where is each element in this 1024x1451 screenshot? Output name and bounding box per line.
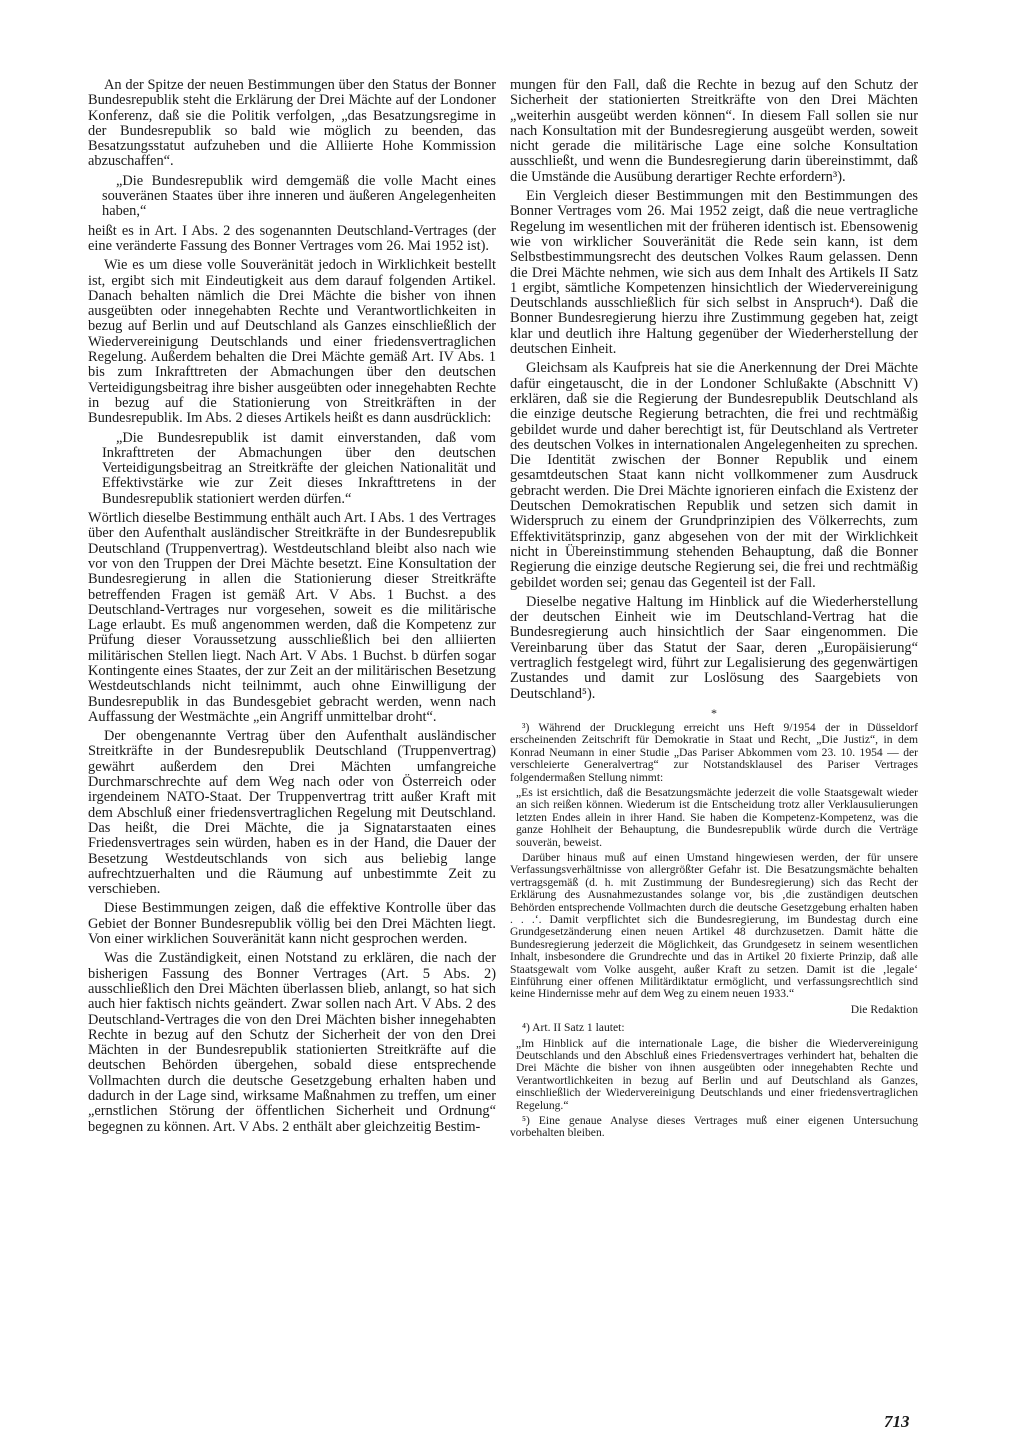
paragraph: heißt es in Art. I Abs. 2 des sogenannten Deutschland-Vertrages (der eine veränderte Fassung des Bonner Vertrages vom 26. Mai 1952 ist). [88, 222, 496, 254]
right-column [510, 78, 918, 1143]
paragraph: Wie es um diese volle Souveränität jedoch in Wirklichkeit bestellt ist, ergibt sich mit Eindeutigkeit aus dem darauf folgenden Artikel. Danach behalten nämlich die Drei Mächte die bisher von ihnen ausgeübten oder innegehabten Rechte und Verantwortlichkeiten in bezug auf Berlin und auf Deutschland als Ganzes einschließlich der Wiedervereinigung Deutschlands und einer friedensvertraglichen Regelung. Außerdem behalten die Drei Mächte gemäß Art. IV Abs. 1 bis zum Inkrafttreten der Abmachungen über den deutschen Verteidigungsbeitrag ihre bisher ausgeübten oder innegehabten Rechte in bezug auf die Stationierung von Streitkräften in der Bundesrepublik. Im Abs. 2 dieses Artikels heißt es dann ausdrücklich: [88, 257, 496, 427]
quotation: „Die Bundesrepublik ist damit einverstanden, daß vom Inkrafttreten der Abmachungen über den deutschen Verteidigungsbeitrag an Streitkräfte der gleichen Nationalität und Effektivstärke wie zur Zeit dieses Inkrafttretens in der Bundesrepublik stationiert werden dürfen.“ [102, 429, 496, 507]
footnote-separator: * [711, 705, 717, 720]
footnote-3: ³) Während der Drucklegung erreicht uns Heft 9/1954 der in Düsseldorf erscheinenden Zeitschrift für Demokratie in Staat und Recht, „Die Justiz“, in dem Konrad Neumann in einer Studie „Das Pariser Abkommen vom 23. 10. 1954 — der verschleierte Generalvertrag“ zur Notstandsklausel des Pariser Vertrages folgendermaßen Stellung nimmt: [510, 720, 918, 784]
paragraph: mungen für den Fall, daß die Rechte in bezug auf den Schutz der Sicherheit der stationierten Streitkräfte von den Drei Mächten „weiterhin ausgeübt werden können“. In diesem Fall sollen sie nur nach Konsultation mit der Bundesregierung ausgeübt werden, soweit nicht gerade die militärische Lage eine solche Konsultation ausschließt, und wenn die Bundesregierung darin übereinstimmt, daß die Umstände die Ausübung derartiger Rechte erfordern³). [510, 77, 918, 185]
footnote-3-quote: „Es ist ersichtlich, daß die Besatzungsmächte jederzeit die volle Staatsgewalt wieder an sich reißen können. Wiederum ist die Entscheidung trotz aller Verklausulierungen letzten Endes allein in ihrer Hand. Sie haben die Kompetenz-Kompetenz, was die ganze Hohlheit der Behauptung, die Bundesrepublik würde durch die Verträge souverän, beweist. [516, 785, 918, 849]
page-number: 713 [884, 1412, 910, 1431]
footnote-3-signature: Die Redaktion [850, 1002, 918, 1016]
footnotes [510, 722, 918, 1140]
paragraph: Ein Vergleich dieser Bestimmungen mit den Bestimmungen des Bonner Vertrages vom 26. Mai 1952 zeigt, daß die neue vertragliche Regelung im wesentlichen mit der früheren identisch ist. Ebensowenig wie von wirklicher Souveränität die Rede sein kann, ist dem Selbstbestimmungsrecht des deutschen Volkes Raum gelassen. Denn die Drei Mächte nehmen, wie sich aus dem Inhalt des Artikels II Satz 1 ergibt, sämtliche Kompetenzen hinsichtlich der Wiedervereinigung Deutschlands ausschließlich für sich selbst in Anspruch⁴). Daß die Bonner Bundesregierung hierzu ihre Zustimmung gegeben hat, zeigt klar und deutlich ihre Haltung gegenüber der Wiederherstellung der deutschen Einheit. [510, 188, 918, 358]
paragraph: Diese Bestimmungen zeigen, daß die effektive Kontrolle über das Gebiet der Bonner Bundesrepublik völlig bei den Drei Mächten liegt. Von einer wirklichen Souveränität kann nicht gesprochen werden. [88, 900, 496, 948]
paragraph: Dieselbe negative Haltung im Hinblick auf die Wiederherstellung der deutschen Einheit wie im Deutschland-Vertrag hat die Bundesregierung auch hinsichtlich der Saar eingenommen. Die Vereinbarung über das Statut der Saar, deren „Europäisierung“ vertraglich festgelegt wird, führt zur Legalisierung des gegenwärtigen Zustandes und damit zur Loslösung des Saargebiets von Deutschland⁵). [510, 593, 918, 702]
footnote-4-quote: „Im Hinblick auf die internationale Lage, die bisher die Wiedervereinigung Deutschlands und den Abschluß eines Friedensvertrages verhindert hat, behalten die Drei Mächte die bisher von ihnen ausgeübten oder innegehabten Rechte und Verantwortlichkeiten in bezug auf Berlin und auf Deutschland als Ganzes, einschließlich der Wiedervereinigung Deutschlands und einer friedensvertraglichen Regelung.“ [516, 1036, 918, 1112]
footnote-3-continuation: Darüber hinaus muß auf einen Umstand hingewiesen werden, der für unsere Verfassungsverhältnisse von allergrößter Gefahr ist. Die Besatzungsmächte behalten vertragsgemäß (d. h. mit Zustimmung der Bundesregierung) sich das Recht der Erklärung des Ausnahmezustandes solange vor, bis ‚die zuständigen deutschen Behörden entsprechende Vollmachten durch die deutsche Gesetzgebung erhalten haben . . .‘. Damit verpflichtet sich die Bundesregierung, im Bundestag durch eine Grundgesetzänderung einen neuen Artikel 48 durchzusetzen. Damit hätte die Bundesregierung jederzeit die Möglichkeit, das Grundgesetz in seinem wesentlichen Inhalt, insbesondere die Grundrechte und das in Artikel 20 fixierte Prinzip, daß alle Staatsgewalt vom Volke ausgeht, außer Kraft zu setzen. Damit ist die ‚legale‘ Einführung einer offenen Militärdiktatur ermöglicht, und verfassungsrechtlich sind keine Hindernisse mehr auf dem Weg zu einem neuen 1933.“ [510, 850, 918, 1001]
footnote-5: ⁵) Eine genaue Analyse dieses Vertrages muß einer eigenen Untersuchung vorbehalten bleiben. [510, 1114, 918, 1140]
footnote-4: ⁴) Art. II Satz 1 lautet: [522, 1021, 625, 1035]
paragraph: Was die Zuständigkeit, einen Notstand zu erklären, die nach der bisherigen Fassung des Bonner Vertrages (Art. 5 Abs. 2) ausschließlich den Drei Mächten überlassen blieb, anlangt, so hat sich auch hier faktisch nichts geändert. Zwar sollen nach Art. V Abs. 2 des Deutschland-Vertrages die von den Drei Mächten bisher innegehabten Rechte in bezug auf den Schutz der Sicherheit der von den Drei Mächten in der Bundesrepublik stationierten Streitkräfte auf die deutschen Behörden übergehen, sobald diese entsprechende Vollmachten durch die deutsche Gesetzgebung erhalten haben und dadurch in der Lage sind, wirksame Maßnahmen zu treffen, um einer „ernstlichen Störung der öffentlichen Sicherheit und Ordnung“ begegnen zu können. Art. V Abs. 2 enthält aber gleichzeitig Bestim- [88, 950, 496, 1135]
paragraph: An der Spitze der neuen Bestimmungen über den Status der Bonner Bundesrepublik steht die Erklärung der Drei Mächte auf der Londoner Konferenz, daß sie die Politik verfolgen, „das Besatzungsregime in der Bundesrepublik so bald wie möglich zu beenden, das Besatzungsstatut aufzuheben und die Alliierte Hohe Kommission abzuschaffen“. [88, 77, 496, 170]
paragraph: Gleichsam als Kaufpreis hat sie die Anerkennung der Drei Mächte dafür eingetauscht, die in der Londoner Schlußakte (Abschnitt V) erklären, daß sie die Regierung der Bundesrepublik Deutschland als die einzige deutsche Regierung betrachten, die frei und rechtmäßig gebildet wurde und daher berechtigt ist, für Deutschland als Vertreter des deutschen Volkes in internationalen Angelegenheiten zu sprechen. Die Identität zwischen der Bonner Republik und einem gesamtdeutschen Staat kann nicht vollkommener zum Ausdruck gebracht werden. Die Drei Mächte ignorieren einfach die Existenz der Deutschen Demokratischen Republik und setzen sich damit in Widerspruch zu einem der Grundprinzipien des Völkerrechts, zum Effektivitätsprinzip, ganz abgesehen von der mit der Wirklichkeit nicht in Übereinstimmung stehenden Behauptung, daß die Bonner Regierung die einzige deutsche Regierung sei, die frei und rechtmäßig gebildet worden sei; genau das Gegenteil ist der Fall. [510, 360, 918, 591]
paragraph: Der obengenannte Vertrag über den Aufenthalt ausländischer Streitkräfte in der Bundesrepublik Deutschland (Truppenvertrag) gewährt außerdem den Drei Mächten umfangreiche Durchmarschrechte auf dem Weg nach oder von Österreich oder irgendeinem NATO-Staat. Der Truppenvertrag tritt außer Kraft mit dem Abschluß einer friedensvertraglichen Regelung mit Deutschland. Das heißt, die Drei Mächte, die ja Signatarstaaten eines Friedensvertrages sein würden, haben es in der Hand, die Dauer der Besetzung Westdeutschlands von sich aus beliebig lange aufrechtzuerhalten und die Räumung auf unbestimmte Zeit zu verschieben. [88, 728, 496, 898]
quotation: „Die Bundesrepublik wird demgemäß die volle Macht eines souveränen Staates über ihre inneren und äußeren Angelegenheiten haben,“ [102, 172, 496, 220]
paragraph: Wörtlich dieselbe Bestimmung enthält auch Art. I Abs. 1 des Vertrages über den Aufenthalt ausländischer Streitkräfte in der Bundesrepublik Deutschland (Truppenvertrag). Westdeutschland bleibt also nach wie vor von den Truppen der Drei Mächte besetzt. Eine Konsultation der Bundesregierung in allen die Stationierung dieser Streitkräfte betreffenden Fragen ist gemäß Art. V Abs. 1 Buchst. a des Deutschland-Vertrages nur vorgesehen, soweit es die militärische Lage erlaubt. Es muß angenommen werden, daß die Kompetenz zur Prüfung dieser Voraussetzung ausschließlich bei den alliierten militärischen Stellen liegt. Nach Art. V Abs. 1 Buchst. b dürfen sogar Kontingente eines Staates, der zur Zeit an der militärischen Besetzung Westdeutschlands nicht teilnimmt, auch ohne Einwilligung der Bundesrepublik in das Bundesgebiet gebracht werden, wenn nach Auffassung der Westmächte „ein Angriff unmittelbar droht“. [88, 510, 496, 725]
left-column [88, 78, 496, 1139]
